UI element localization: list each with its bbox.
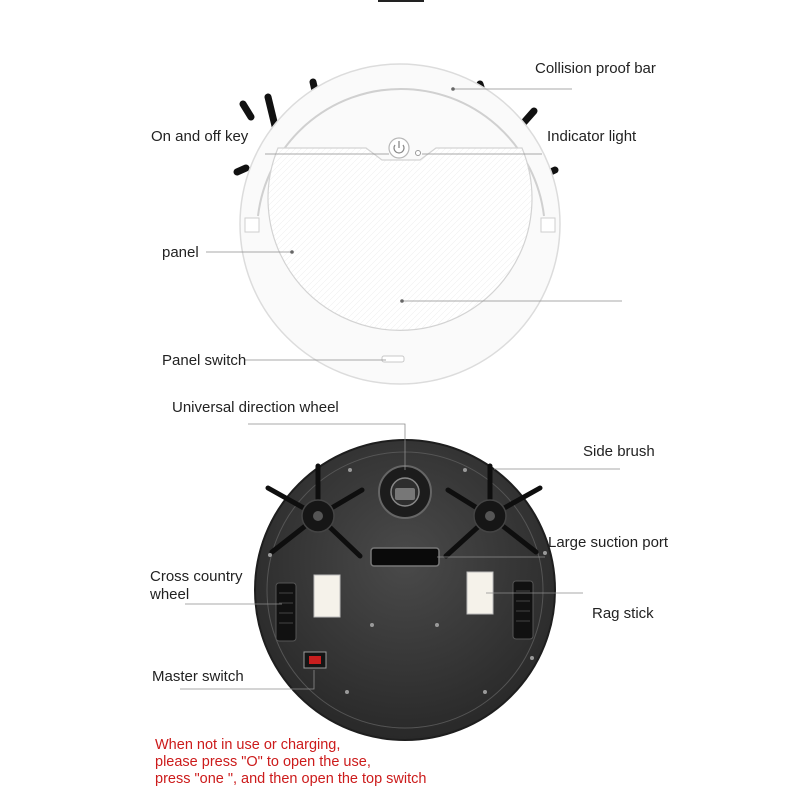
usage-note-line1: When not in use or charging, (155, 737, 341, 753)
switch-toggle-icon (304, 652, 326, 668)
panel-switch (382, 356, 404, 362)
usage-note (155, 737, 426, 788)
label-on-off-key: On and off key (151, 128, 249, 145)
label-panel-switch: Panel switch (162, 352, 247, 369)
cross-country-wheel-left (276, 583, 296, 641)
right-notch (541, 218, 555, 232)
side-brush-hub-left-center (313, 511, 323, 521)
label-cross-country-wheel (150, 568, 243, 604)
label-cross-country-line2: wheel (150, 586, 190, 603)
label-rag-stick: Rag stick (592, 605, 654, 622)
indicator-dot-icon (416, 151, 421, 156)
top-view (206, 64, 622, 384)
cross-country-wheel-right (513, 581, 533, 639)
label-cross-country-line1: Cross country (150, 568, 243, 585)
label-panel: panel (162, 244, 199, 261)
leader-dot (451, 87, 455, 91)
side-brush-hub-right-center (485, 511, 495, 521)
leader-dot (400, 299, 404, 303)
label-universal-direction-wheel: Universal direction wheel (172, 399, 339, 416)
label-side-brush: Side brush (583, 443, 655, 460)
rag-stick-left (314, 575, 340, 617)
usage-note-line3: press "one ", and then open the top switch (155, 771, 427, 787)
label-master-switch: Master switch (152, 668, 244, 685)
bottom-view (180, 424, 620, 740)
universal-direction-wheel (379, 466, 431, 518)
usage-note-line2: please press "O" to open the use, (155, 754, 371, 770)
label-collision-proof-bar: Collision proof bar (535, 60, 656, 77)
label-indicator-light: Indicator light (547, 128, 637, 145)
left-notch (245, 218, 259, 232)
label-large-suction-port: Large suction port (548, 534, 669, 551)
leader-dot (290, 250, 294, 254)
large-suction-port (371, 548, 439, 566)
power-icon (389, 138, 409, 158)
